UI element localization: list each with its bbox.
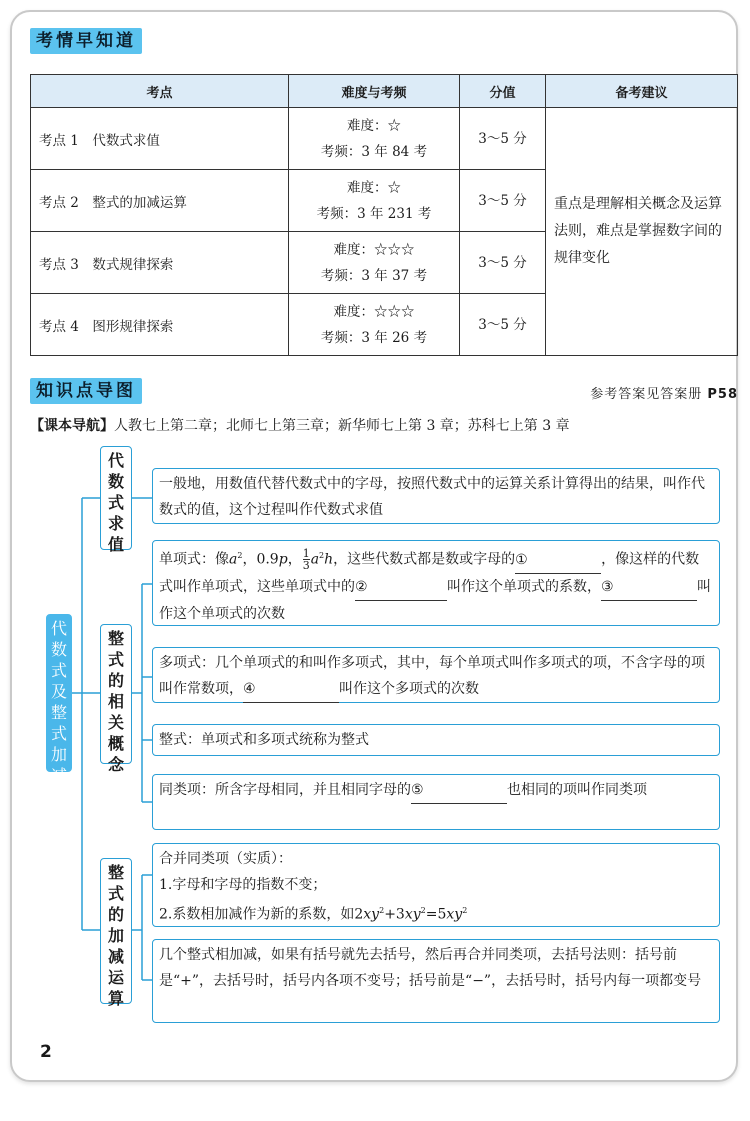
blank-5[interactable] [411, 777, 507, 804]
eval-definition: 一般地，用数值代替代数式中的字母，按照代数式中的运算关系计算得出的结果，叫作代数式的值，这个过程叫作代数式求值 [159, 476, 705, 518]
blank-5-label: ⑤ [411, 782, 424, 798]
root-connector [72, 498, 100, 930]
nav-tag: 【课本导航】 [30, 418, 114, 434]
difficulty-text: 难度：☆☆☆ [333, 241, 415, 258]
cell-score: 3～5 分 [460, 170, 546, 232]
branch-addsub-label: 整式的加减运算 [107, 863, 124, 1008]
addsub-connector [132, 875, 152, 980]
monomial-box: 单项式：像$a^2$，0.9p， $\frac{1}{3}$ $a^2h$，这些代数式都是数或字母的① ，像这样的代数式叫作单项式，这些单项式中的② 叫作这个单项式的系数，③ 叫作这个单项式的次数 [152, 540, 720, 626]
combine-rule-1: 1.字母和字母的指数不变； [159, 877, 327, 893]
cell-score: 3～5 分 [460, 232, 546, 294]
branch-eval [100, 446, 132, 554]
blank-3-label: ③ [601, 578, 614, 595]
reference-page: P58 [707, 387, 738, 402]
blank-4-label: ④ [243, 681, 256, 697]
cell-score: 3～5 分 [460, 108, 546, 170]
polynomial-a: 多项式：几个单项式的和叫作多项式，其中，每个单项式叫作多项式的项，不含字母的项叫作常数项， [159, 655, 705, 697]
combine-box [152, 843, 720, 927]
branch-concepts [100, 624, 132, 774]
root-label: 代数式及整式加减 [51, 619, 68, 785]
blank-2[interactable] [355, 574, 447, 601]
header-score: 分值 [460, 75, 546, 108]
frequency-text: 考频：3 年 37 考 [320, 267, 428, 284]
reference-text: 参考答案见答案册 [590, 387, 703, 402]
nav-text: 人教七上第二章；北师七上第三章；新华师七上第 3 章；苏科七上第 3 章 [114, 418, 570, 434]
bracket-rule-box [152, 939, 720, 1023]
cell-score: 3～5 分 [460, 294, 546, 356]
header-difficulty: 难度与考频 [289, 75, 460, 108]
blank-1[interactable] [515, 547, 601, 574]
monomial-b: ，这些代数式都是数或字母的 [333, 551, 516, 568]
monomial-c: ，像这样的代数式叫作单项式，这些单项式中的 [159, 551, 700, 595]
cell-point: 考点 4 图形规律探索 [31, 294, 289, 356]
concepts-connector [132, 584, 152, 802]
like-terms-box [152, 774, 720, 830]
combine-rule-2: 2.系数相加减作为新的系数，如 [159, 906, 355, 923]
cell-point: 考点 2 整式的加减运算 [31, 170, 289, 232]
branch-eval-label: 代数式求值 [107, 451, 124, 554]
difficulty-text: 难度：☆☆☆ [333, 303, 415, 320]
cell-point: 考点 3 数式规律探索 [31, 232, 289, 294]
frequency-text: 考频：3 年 26 考 [320, 329, 428, 346]
header-advice: 备考建议 [546, 75, 738, 108]
blank-1-label: ① [515, 551, 528, 568]
section-title-exam-info: 考情早知道 [30, 28, 142, 54]
integral-box [152, 724, 720, 756]
blank-4[interactable] [243, 676, 339, 703]
cell-point: 考点 1 代数式求值 [31, 108, 289, 170]
difficulty-text: 难度：☆ [347, 179, 401, 196]
difficulty-text: 难度：☆ [347, 117, 401, 134]
branch-addsub [100, 858, 132, 1008]
blank-2-label: ② [355, 578, 368, 595]
polynomial-b: 叫作这个多项式的次数 [339, 681, 479, 697]
monomial-e: 叫作这个单项式的次数 [159, 578, 711, 622]
section-title-knowledge-map: 知识点导图 [30, 378, 142, 404]
page-number: 2 [40, 1042, 52, 1062]
frequency-text: 考频：3 年 84 考 [320, 143, 428, 160]
branch-concepts-label: 整式的相关概念 [107, 629, 124, 774]
combine-title: 合并同类项（实质）： [159, 851, 292, 867]
bracket-rule: 几个整式相加减，如果有括号就先去括号，然后再合并同类项，去括号法则：括号前是“+”，去括号时，括号内各项不变号；括号前是“−”，去括号时，括号内每一项都变号 [159, 947, 702, 989]
combine-rule-2-line: 2.系数相加减作为新的系数，如$2xy^2+3xy^2=5xy^2$ [159, 906, 468, 923]
mindmap-root [46, 614, 72, 785]
cell-advice: 重点是理解相关概念及运算法则，难点是掌握数字间的规律变化 [546, 108, 738, 356]
like-terms-b: 也相同的项叫作同类项 [507, 782, 647, 798]
eval-definition-box [152, 468, 720, 524]
header-point: 考点 [31, 75, 289, 108]
like-terms-a: 同类项：所含字母相同，并且相同字母的 [159, 782, 411, 798]
polynomial-box [152, 647, 720, 703]
frequency-text: 考频：3 年 231 考 [316, 205, 432, 222]
blank-3[interactable] [601, 574, 697, 601]
integral-definition: 整式：单项式和多项式统称为整式 [159, 732, 369, 748]
monomial-a: 单项式：像 [159, 551, 229, 568]
fraction-one-third: $\frac{1}{3}$ [302, 547, 310, 573]
monomial-d: 叫作这个单项式的系数， [447, 578, 601, 595]
